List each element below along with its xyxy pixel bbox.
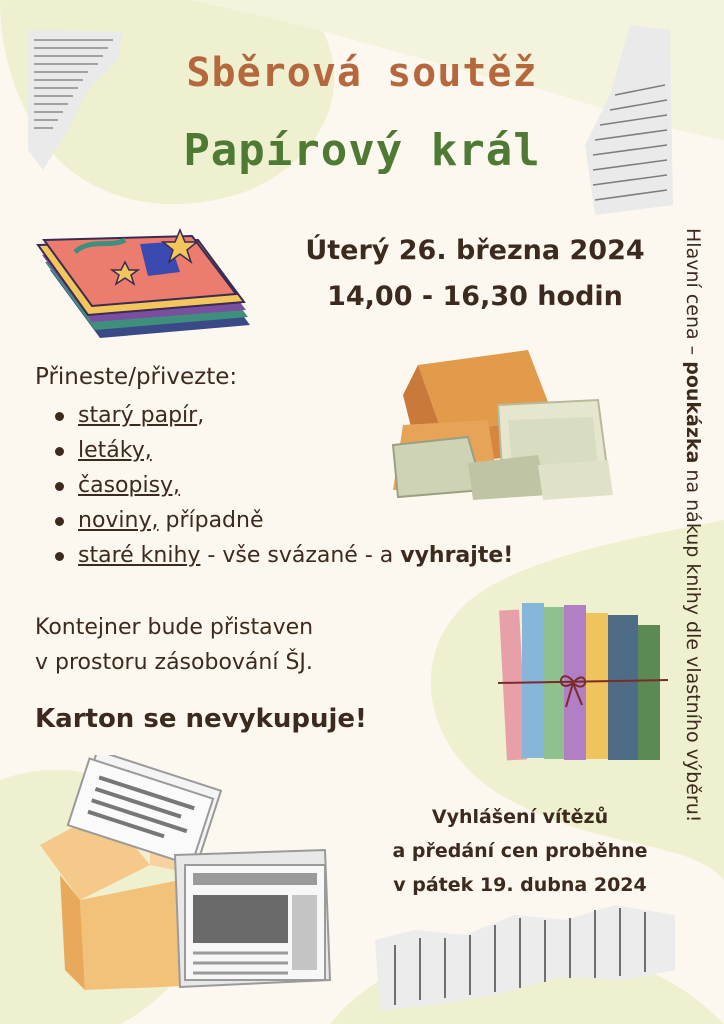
container-info: Kontejner bude přistaven v prostoru zásobování ŠJ.	[35, 615, 314, 675]
list-item: letáky,	[50, 433, 513, 468]
event-datetime	[270, 228, 680, 320]
magazines-illustration	[30, 210, 255, 345]
event-date: Úterý 26. března 2024	[305, 235, 645, 266]
poster-subtitle: Papírový král	[183, 125, 541, 176]
list-item: starý papír,	[50, 398, 513, 433]
winners-announcement: Vyhlášení vítězů a předání cen proběhne v pátek 19. dubna 2024	[392, 806, 648, 896]
event-time: 14,00 - 16,30 hodin	[327, 281, 623, 312]
karton-notice: Karton se nevykupuje!	[35, 704, 367, 734]
list-item: časopisy,	[50, 468, 513, 503]
list-item: noviny, případně	[50, 503, 513, 538]
newspaper-clipping-bottom	[375, 900, 695, 1010]
poster-title: Sběrová soutěž	[186, 50, 538, 96]
bring-label: Přineste/přivezte:	[35, 364, 238, 390]
books-illustration	[498, 595, 670, 767]
main-prize-note: Hlavní cena – poukázka na nákup knihy dle vlastního výběru!	[682, 228, 704, 823]
box-newspaper-illustration	[30, 755, 340, 995]
item-list	[50, 398, 513, 573]
list-item: staré knihy - vše svázané - a vyhrajte!	[50, 538, 513, 573]
